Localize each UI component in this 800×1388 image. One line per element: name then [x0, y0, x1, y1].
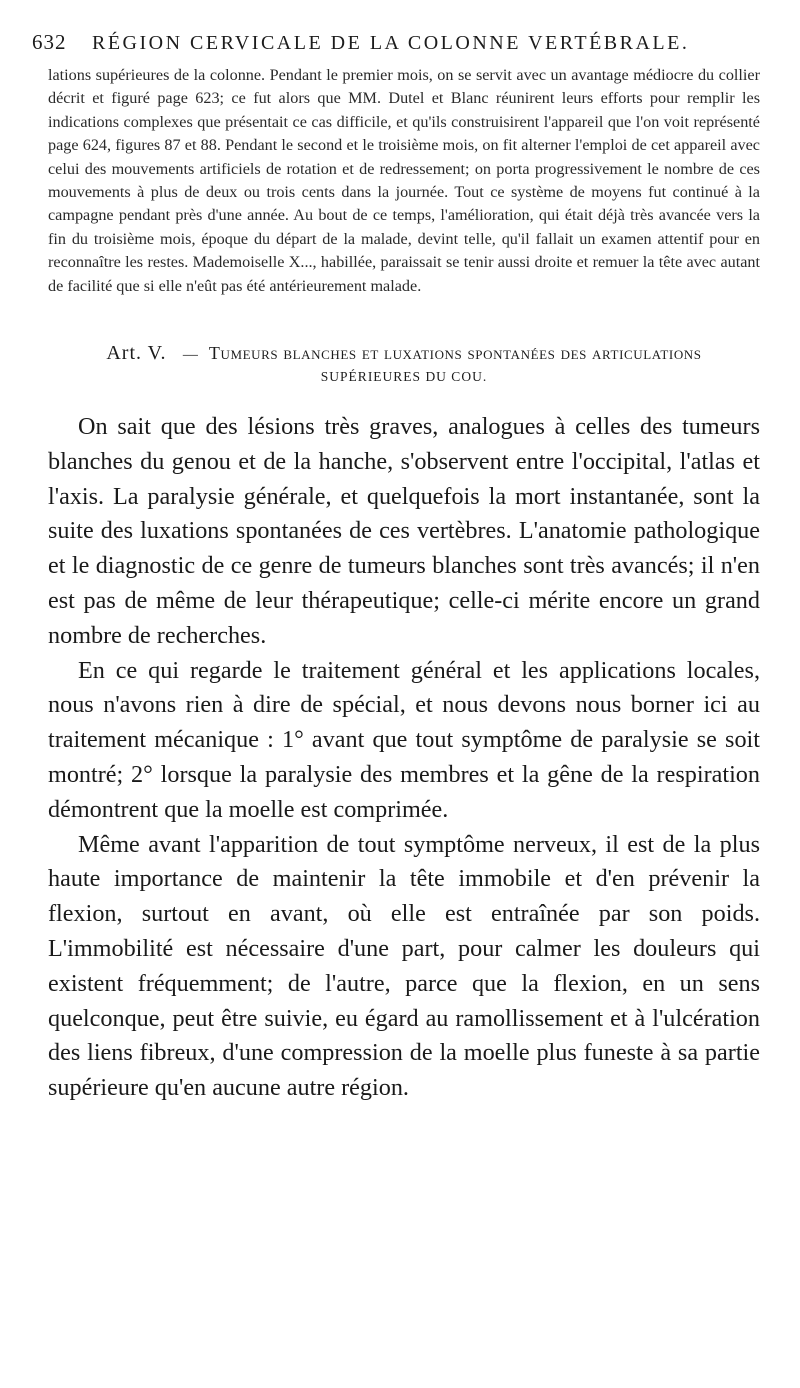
intro-paragraph: lations supérieures de la colonne. Pendant le premier mois, on se servit avec un avantage médiocre du collier décrit et figuré page 623; ce fut alors que MM. Dutel et Blanc réunirent leurs efforts pour remplir les indications complexes que présentait ce cas difficile, et qu'ils construisirent l'appareil que l'on voit représenté page 624, figures 87 et 88. Pendant le second et le troisième mois, on fit alterner l'emploi de cet appareil avec celui des mouvements artificiels de rotation et de redressement; on porta progressivement le nombre de ces mouvements à plus de deux ou trois cents dans la journée. Tout ce système de moyens fut continué à la campagne pendant près d'une année. Au bout de ce temps, l'amélioration, qui était déjà très avancée vers la fin du troisième mois, époque du départ de la malade, devint telle, qu'il fallait un examen attentif pour en reconnaître les restes. Mademoiselle X..., habillée, paraissait se tenir aussi droite et remuer la tête avec autant de facilité que si elle n'eût pas été antérieurement malade. — [48, 66, 760, 295]
article-title-line2: SUPÉRIEURES DU COU. — [320, 369, 488, 385]
running-header — [32, 30, 760, 60]
article-title-line1: Tumeurs blanches et luxations spontanées des articulations — [208, 343, 702, 364]
article-heading — [48, 342, 760, 388]
page-number: 632 — [32, 30, 67, 54]
article-body — [48, 410, 760, 1106]
case-continuation — [48, 64, 760, 298]
heading-dash: — — [182, 347, 199, 364]
running-title: RÉGION CERVICALE DE LA COLONNE VERTÉBRALE. — [92, 32, 690, 54]
body-paragraph-3: Même avant l'apparition de tout symptôme nerveux, il est de la plus haute importance de maintenir la tête immobile et d'en prévenir la flexion, surtout en avant, où elle est entraînée par son poids. L'immobilité est nécessaire d'une part, pour calmer les douleurs qui existent fréquemment; de l'autre, parce que la flexion, en un sens quelconque, peut être suivie, eu égard au ramollissement et à l'ulcération des liens fibreux, d'une compression de la moelle plus funeste à sa partie supérieure qu'en aucune autre région. — [48, 830, 760, 1102]
book-page — [32, 30, 760, 1106]
body-paragraph-2: En ce qui regarde le traitement général et les applications locales, nous n'avons rien à dire de spécial, et nous devons nous borner ici au traitement mécanique : 1° avant que tout symptôme de paralysie se soit montré; 2° lorsque la paralysie des membres et la gêne de la respiration démontrent que la moelle est comprimée. — [48, 656, 760, 823]
article-label: Art. V. — [106, 342, 167, 365]
body-paragraph-1: On sait que des lésions très graves, analogues à celles des tumeurs blanches du genou et de la hanche, s'observent entre l'occipital, l'atlas et l'axis. La paralysie générale, et quelquefois la mort instantanée, sont la suite des luxations spontanées de ces vertèbres. L'anatomie pathologique et le diagnostic de ce genre de tumeurs blanches sont très avancés; il n'en est pas de même de leur thérapeutique; celle-ci mérite encore un grand nombre de recherches. — [48, 413, 760, 649]
